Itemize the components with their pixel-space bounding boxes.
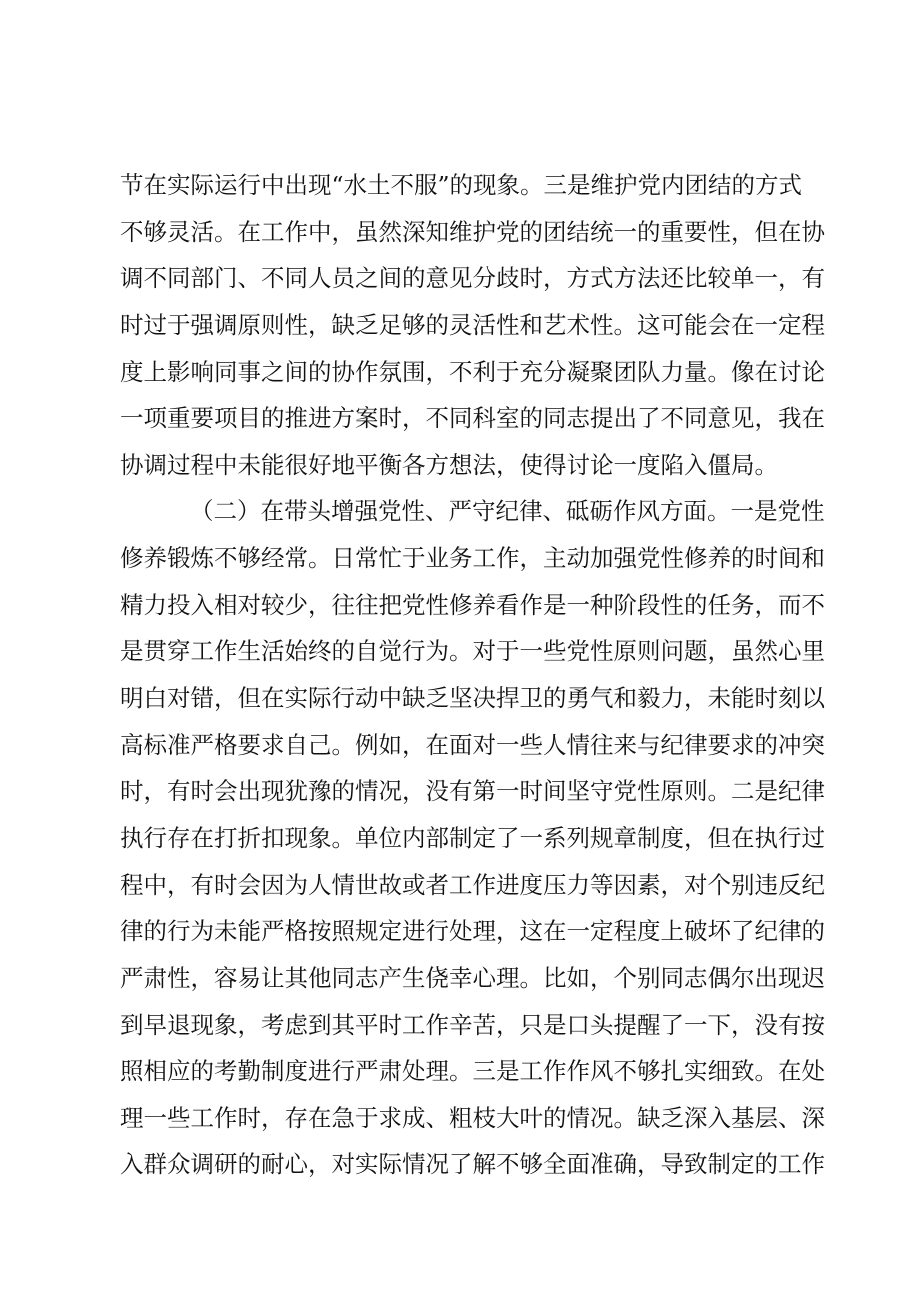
text-line: 理一些工作时，存在急于求成、粗枝大叶的情况。缺乏深入基层、深 [120,1103,825,1132]
text-line: 度上影响同事之间的协作氛围，不利于充分凝聚团队力量。像在讨论 [120,357,825,386]
text-line: 不够灵活。在工作中，虽然深知维护党的团结统一的重要性，但在协 [120,217,825,246]
text-line: 修养锻炼不够经常。日常忙于业务工作，主动加强党性修养的时间和 [120,544,825,573]
text-line: 节在实际运行中出现“水土不服”的现象。三是维护党内团结的方式 [120,171,803,199]
text-line: 是贯穿工作生活始终的自觉行为。对于一些党性原则问题，虽然心里 [120,637,825,666]
text-line: 调不同部门、不同人员之间的意见分歧时，方式方法还比较单一，有 [120,264,825,293]
text-line: 一项重要项目的推进方案时，不同科室的同志提出了不同意见，我在 [120,404,825,433]
text-line: 照相应的考勤制度进行严肃处理。三是工作作风不够扎实细致。在处 [120,1057,825,1086]
text-line: 严肃性，容易让其他同志产生侥幸心理。比如，个别同志偶尔出现迟 [120,963,825,992]
paragraph-end-line: 协调过程中未能很好地平衡各方想法，使得讨论一度陷入僵局。 [120,450,778,479]
document-body [120,162,825,1188]
text-line: 程中，有时会因为人情世故或者工作进度压力等因素，对个别违反纪 [120,870,825,899]
text-line: 精力投入相对较少，往往把党性修养看作是一种阶段性的任务，而不 [120,590,825,619]
text-line: 时，有时会出现犹豫的情况，没有第一时间坚守党性原则。二是纪律 [120,777,825,806]
text-line: 高标准严格要求自己。例如，在面对一些人情往来与纪律要求的冲突 [120,730,825,759]
text-line: 入群众调研的耐心，对实际情况了解不够全面准确，导致制定的工作 [120,1150,825,1179]
text-line: 明白对错，但在实际行动中缺乏坚决捍卫的勇气和毅力，未能时刻以 [120,684,825,713]
text-line: 时过于强调原则性，缺乏足够的灵活性和艺术性。这可能会在一定程 [120,310,825,339]
section-heading-line: （二）在带头增强党性、严守纪律、砥砺作风方面。一是党性 [190,497,825,526]
text-line: 律的行为未能严格按照规定进行处理，这在一定程度上破坏了纪律的 [120,917,825,946]
text-line: 到早退现象，考虑到其平时工作辛苦，只是口头提醒了一下，没有按 [120,1010,825,1039]
text-line: 执行存在打折扣现象。单位内部制定了一系列规章制度，但在执行过 [120,823,825,852]
